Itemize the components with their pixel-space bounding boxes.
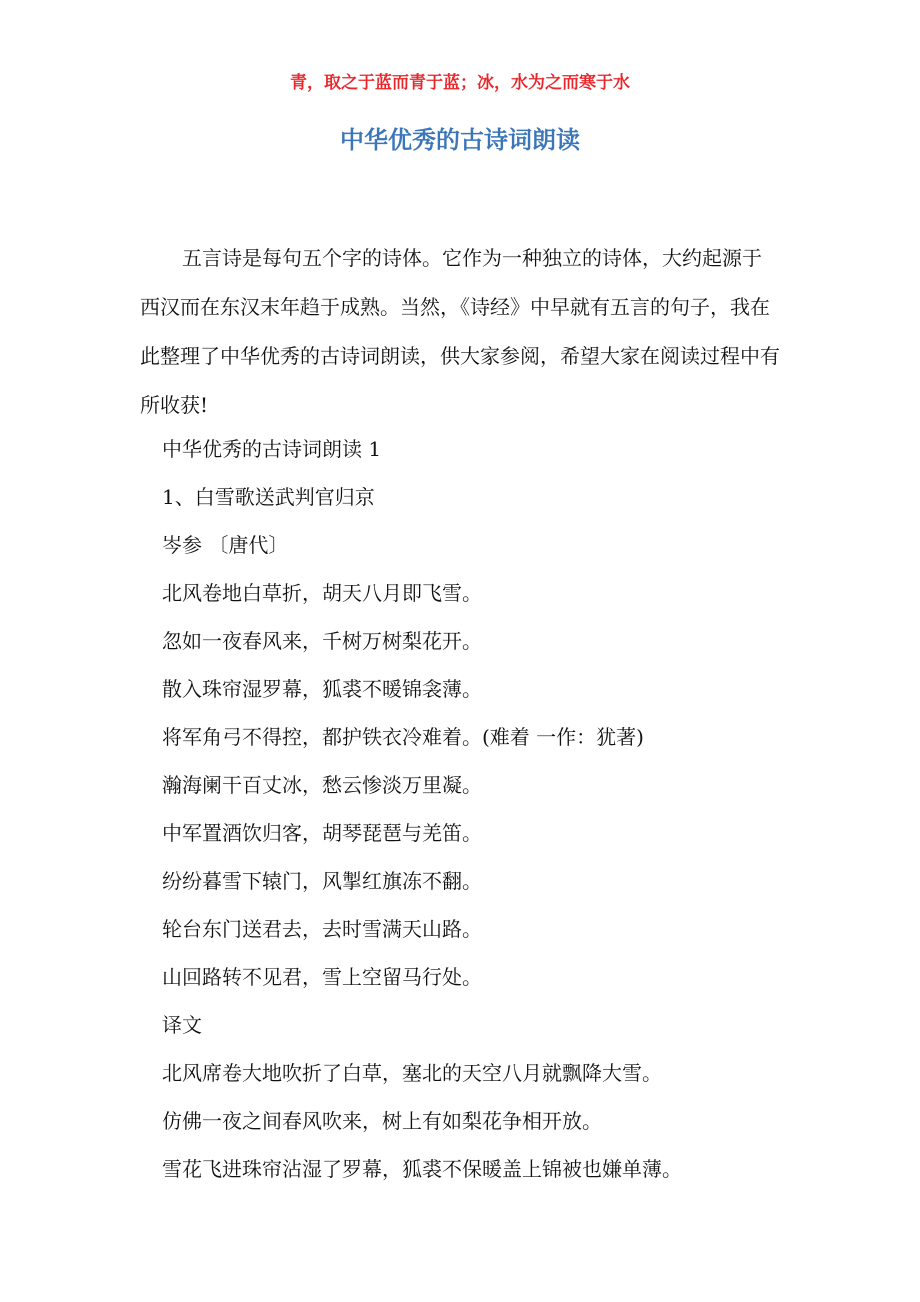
section-heading: 中华优秀的古诗词朗读 1 (162, 437, 382, 461)
header-motto: 青，取之于蓝而青于蓝；冰，水为之而寒于水 (290, 73, 630, 93)
poem-line: 北风卷地白草折，胡天八月即飞雪。 (162, 581, 482, 605)
translation-line: 北风席卷大地吹折了白草，塞北的天空八月就飘降大雪。 (162, 1061, 662, 1085)
poem-author: 岑参 〔唐代〕 (162, 533, 289, 557)
poem-line: 将军角弓不得控，都护铁衣冷难着。(难着 一作：犹著) (162, 725, 644, 749)
poem-line: 忽如一夜春风来，千树万树梨花开。 (162, 629, 482, 653)
poem-title: 1、白雪歌送武判官归京 (162, 485, 375, 509)
poem-line: 散入珠帘湿罗幕，狐裘不暖锦衾薄。 (162, 677, 482, 701)
poem-line: 瀚海阑干百丈冰，愁云惨淡万里凝。 (162, 773, 482, 797)
poem-line: 纷纷暮雪下辕门，风掣红旗冻不翻。 (162, 869, 482, 893)
poem-line: 轮台东门送君去，去时雪满天山路。 (162, 917, 482, 941)
poem-line: 中军置酒饮归客，胡琴琵琶与羌笛。 (162, 821, 482, 845)
document-title: 中华优秀的古诗词朗读 (340, 126, 580, 154)
translation-heading: 译文 (162, 1013, 202, 1037)
translation-line: 仿佛一夜之间春风吹来，树上有如梨花争相开放。 (162, 1109, 602, 1133)
intro-paragraph: 五言诗是每句五个字的诗体。它作为一种独立的诗体，大约起源于西汉而在东汉末年趋于成熟。当然，《诗经》中早就有五言的句子，我在此整理了中华优秀的古诗词朗读，供大家参阅，希望大家在阅读过程中有所收获! (140, 246, 780, 417)
translation-line: 雪花飞进珠帘沾湿了罗幕，狐裘不保暖盖上锦被也嫌单薄。 (162, 1157, 682, 1181)
poem-content (162, 434, 822, 1202)
poem-line: 山回路转不见君，雪上空留马行处。 (162, 965, 482, 989)
